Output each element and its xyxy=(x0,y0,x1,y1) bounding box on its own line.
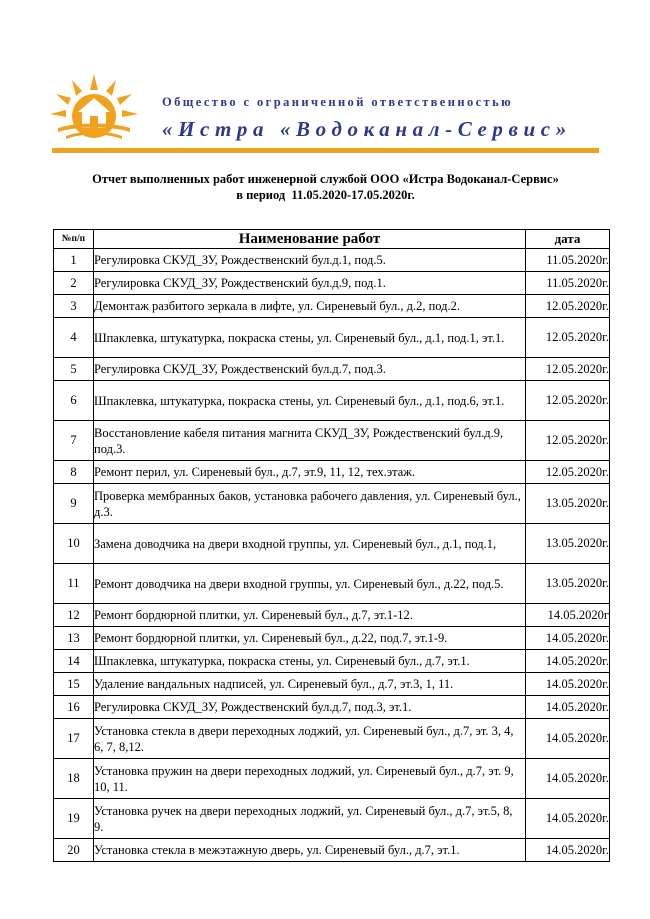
row-number: 5 xyxy=(54,358,94,381)
sun-house-logo-icon xyxy=(50,72,138,144)
row-work-name: Демонтаж разбитого зеркала в лифте, ул. Сиреневый бул., д.2, под.2. xyxy=(94,295,526,318)
row-number: 12 xyxy=(54,604,94,627)
row-work-name: Ремонт доводчика на двери входной группы, ул. Сиреневый бул., д.22, под.5. xyxy=(94,564,526,604)
row-date: 13.05.2020г. xyxy=(526,564,610,604)
row-date: 14.05.2020г. xyxy=(526,839,610,862)
row-work-name: Установка стекла в двери переходных лоджий, ул. Сиреневый бул., д.7, эт. 3, 4, 6, 7, 8,12. xyxy=(94,719,526,759)
table-row xyxy=(54,696,610,719)
table-row xyxy=(54,564,610,604)
row-work-name: Ремонт бордюрной плитки, ул. Сиреневый бул., д.22, под.7, эт.1-9. xyxy=(94,627,526,650)
row-number: 2 xyxy=(54,272,94,295)
row-work-name: Регулировка СКУД_ЗУ, Рождественский бул.д.9, под.1. xyxy=(94,272,526,295)
table-row xyxy=(54,839,610,862)
row-work-name: Регулировка СКУД_ЗУ, Рождественский бул.д.7, под.3. xyxy=(94,358,526,381)
row-date: 12.05.2020г. xyxy=(526,358,610,381)
table-row xyxy=(54,650,610,673)
column-header-work-name: Наименование работ xyxy=(94,230,526,249)
row-date: 11.05.2020г. xyxy=(526,249,610,272)
row-number: 3 xyxy=(54,295,94,318)
row-date: 14.05.2020г xyxy=(526,604,610,627)
row-date: 14.05.2020г. xyxy=(526,650,610,673)
row-date: 14.05.2020г. xyxy=(526,627,610,650)
row-date: 11.05.2020г. xyxy=(526,272,610,295)
row-date: 13.05.2020г. xyxy=(526,524,610,564)
row-date: 12.05.2020г. xyxy=(526,295,610,318)
row-date: 12.05.2020г. xyxy=(526,421,610,461)
row-number: 17 xyxy=(54,719,94,759)
row-number: 11 xyxy=(54,564,94,604)
row-date: 12.05.2020г. xyxy=(526,461,610,484)
row-number: 16 xyxy=(54,696,94,719)
table-row xyxy=(54,484,610,524)
table-row xyxy=(54,421,610,461)
report-title-line1: Отчет выполненных работ инженерной службой ООО «Истра Водоканал-Сервис» xyxy=(92,172,559,186)
row-number: 8 xyxy=(54,461,94,484)
row-number: 10 xyxy=(54,524,94,564)
table-row xyxy=(54,799,610,839)
table-row xyxy=(54,673,610,696)
table-row xyxy=(54,759,610,799)
company-legal-form: Общество с ограниченной ответственностью xyxy=(162,95,514,109)
row-number: 14 xyxy=(54,650,94,673)
report-period: в период 11.05.2020-17.05.2020г. xyxy=(236,188,415,202)
row-work-name: Ремонт бордюрной плитки, ул. Сиреневый бул., д.7, эт.1-12. xyxy=(94,604,526,627)
row-date: 14.05.2020г. xyxy=(526,696,610,719)
row-work-name: Шпаклевка, штукатурка, покраска стены, ул. Сиреневый бул., д.1, под.1, эт.1. xyxy=(94,318,526,358)
row-number: 4 xyxy=(54,318,94,358)
table-row xyxy=(54,381,610,421)
row-number: 1 xyxy=(54,249,94,272)
table-row xyxy=(54,295,610,318)
table-row xyxy=(54,524,610,564)
row-date: 12.05.2020г. xyxy=(526,381,610,421)
table-row xyxy=(54,604,610,627)
row-date: 13.05.2020г. xyxy=(526,484,610,524)
row-number: 9 xyxy=(54,484,94,524)
row-number: 18 xyxy=(54,759,94,799)
row-work-name: Ремонт перил, ул. Сиреневый бул., д.7, эт.9, 11, 12, тех.этаж. xyxy=(94,461,526,484)
row-work-name: Восстановление кабеля питания магнита СКУД_ЗУ, Рождественский бул.д.9, под.3. xyxy=(94,421,526,461)
row-date: 14.05.2020г. xyxy=(526,719,610,759)
table-row xyxy=(54,719,610,759)
row-work-name: Регулировка СКУД_ЗУ, Рождественский бул.д.1, под.5. xyxy=(94,249,526,272)
header-divider xyxy=(52,148,599,153)
column-header-date: дата xyxy=(526,230,610,249)
row-work-name: Шпаклевка, штукатурка, покраска стены, ул. Сиреневый бул., д.1, под.6, эт.1. xyxy=(94,381,526,421)
table-row xyxy=(54,627,610,650)
row-date: 14.05.2020г. xyxy=(526,759,610,799)
row-work-name: Замена доводчика на двери входной группы, ул. Сиреневый бул., д.1, под.1, xyxy=(94,524,526,564)
row-work-name: Шпаклевка, штукатурка, покраска стены, ул. Сиреневый бул., д.7, эт.1. xyxy=(94,650,526,673)
row-work-name: Установка пружин на двери переходных лоджий, ул. Сиреневый бул., д.7, эт. 9, 10, 11. xyxy=(94,759,526,799)
company-name: «Истра «Водоканал-Сервис» xyxy=(162,117,572,141)
row-date: 14.05.2020г. xyxy=(526,673,610,696)
row-number: 19 xyxy=(54,799,94,839)
row-date: 12.05.2020г. xyxy=(526,318,610,358)
row-work-name: Проверка мембранных баков, установка рабочего давления, ул. Сиреневый бул., д.3. xyxy=(94,484,526,524)
row-number: 7 xyxy=(54,421,94,461)
row-number: 15 xyxy=(54,673,94,696)
row-work-name: Удаление вандальных надписей, ул. Сиреневый бул., д.7, эт.3, 1, 11. xyxy=(94,673,526,696)
column-header-number: №п/п xyxy=(54,230,94,249)
works-table xyxy=(53,229,610,862)
report-title xyxy=(52,171,599,203)
row-number: 20 xyxy=(54,839,94,862)
row-date: 14.05.2020г. xyxy=(526,799,610,839)
row-work-name: Установка стекла в межэтажную дверь, ул. Сиреневый бул., д.7, эт.1. xyxy=(94,839,526,862)
table-row xyxy=(54,249,610,272)
table-row xyxy=(54,272,610,295)
table-header-row xyxy=(54,230,610,249)
table-row xyxy=(54,318,610,358)
table-row xyxy=(54,461,610,484)
row-work-name: Регулировка СКУД_ЗУ, Рождественский бул.д.7, под.3, эт.1. xyxy=(94,696,526,719)
row-work-name: Установка ручек на двери переходных лоджий, ул. Сиреневый бул., д.7, эт.5, 8, 9. xyxy=(94,799,526,839)
row-number: 6 xyxy=(54,381,94,421)
table-row xyxy=(54,358,610,381)
row-number: 13 xyxy=(54,627,94,650)
